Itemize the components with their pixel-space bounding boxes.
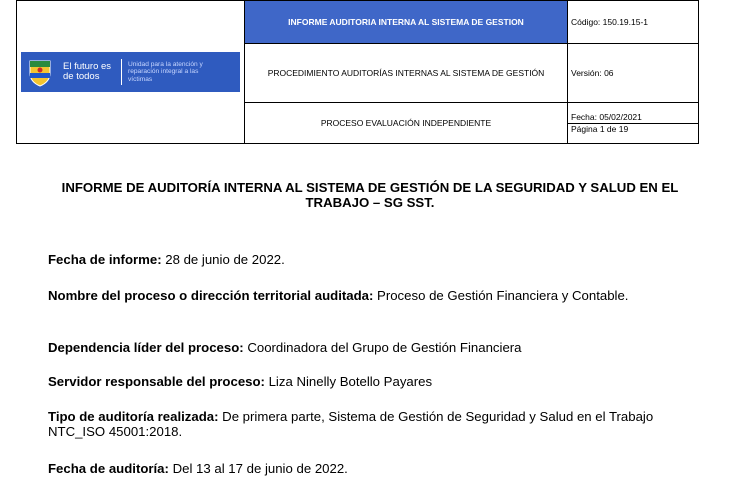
field-value: Coordinadora del Grupo de Gestión Financiera xyxy=(243,340,522,355)
field-responsible-server xyxy=(48,374,688,389)
code-cell: Código: 150.19.15-1 xyxy=(568,1,699,44)
field-value: 28 de junio de 2022. xyxy=(161,252,285,267)
field-label: Servidor responsable del proceso: xyxy=(48,374,265,389)
document-header-table xyxy=(16,0,699,144)
version-cell: Versión: 06 xyxy=(568,44,699,103)
logo-tagline: El futuro es de todos xyxy=(63,61,112,82)
field-process-name xyxy=(48,288,688,303)
field-label: Tipo de auditoría realizada: xyxy=(48,409,219,424)
field-value: Liza Ninelly Botello Payares xyxy=(264,374,433,389)
logo-divider xyxy=(121,59,122,85)
document-title: INFORME DE AUDITORÍA INTERNA AL SISTEMA DE GESTIÓN DE LA SEGURIDAD Y SALUD EN EL TRABAJO – SG SST. xyxy=(61,180,679,210)
field-label: Fecha de informe: xyxy=(48,252,162,267)
field-label: Dependencia líder del proceso: xyxy=(48,340,244,355)
field-audit-type xyxy=(48,409,688,439)
procedure-title-cell: PROCEDIMIENTO AUDITORÍAS INTERNAS AL SISTEMA DE GESTIÓN xyxy=(245,44,568,103)
field-value: Proceso de Gestión Financiera y Contable. xyxy=(373,288,629,303)
field-label: Nombre del proceso o dirección territorial auditada: xyxy=(48,288,374,303)
coat-of-arms-icon xyxy=(27,57,53,87)
logo-unit-name: Unidad para la atención y reparación integral a las víctimas xyxy=(128,60,203,83)
date-label: Fecha: 05/02/2021 xyxy=(571,111,642,122)
date-page-cell xyxy=(568,103,699,144)
field-report-date xyxy=(48,252,688,267)
logo-cell xyxy=(17,1,245,144)
process-title-cell: PROCESO EVALUACIÓN INDEPENDIENTE xyxy=(245,103,568,144)
field-audit-date xyxy=(48,461,688,476)
institution-logo xyxy=(21,52,240,92)
field-lead-dependency xyxy=(48,340,688,355)
page-label: Página 1 de 19 xyxy=(568,123,698,135)
field-value: Del 13 al 17 de junio de 2022. xyxy=(168,461,348,476)
field-label: Fecha de auditoría: xyxy=(48,461,169,476)
report-title-cell: INFORME AUDITORIA INTERNA AL SISTEMA DE GESTION xyxy=(245,1,568,44)
field-value: De primera parte, Sistema de Gestión de Seguridad y Salud en el Trabajo NTC_ISO 45001:2018. xyxy=(48,409,654,439)
